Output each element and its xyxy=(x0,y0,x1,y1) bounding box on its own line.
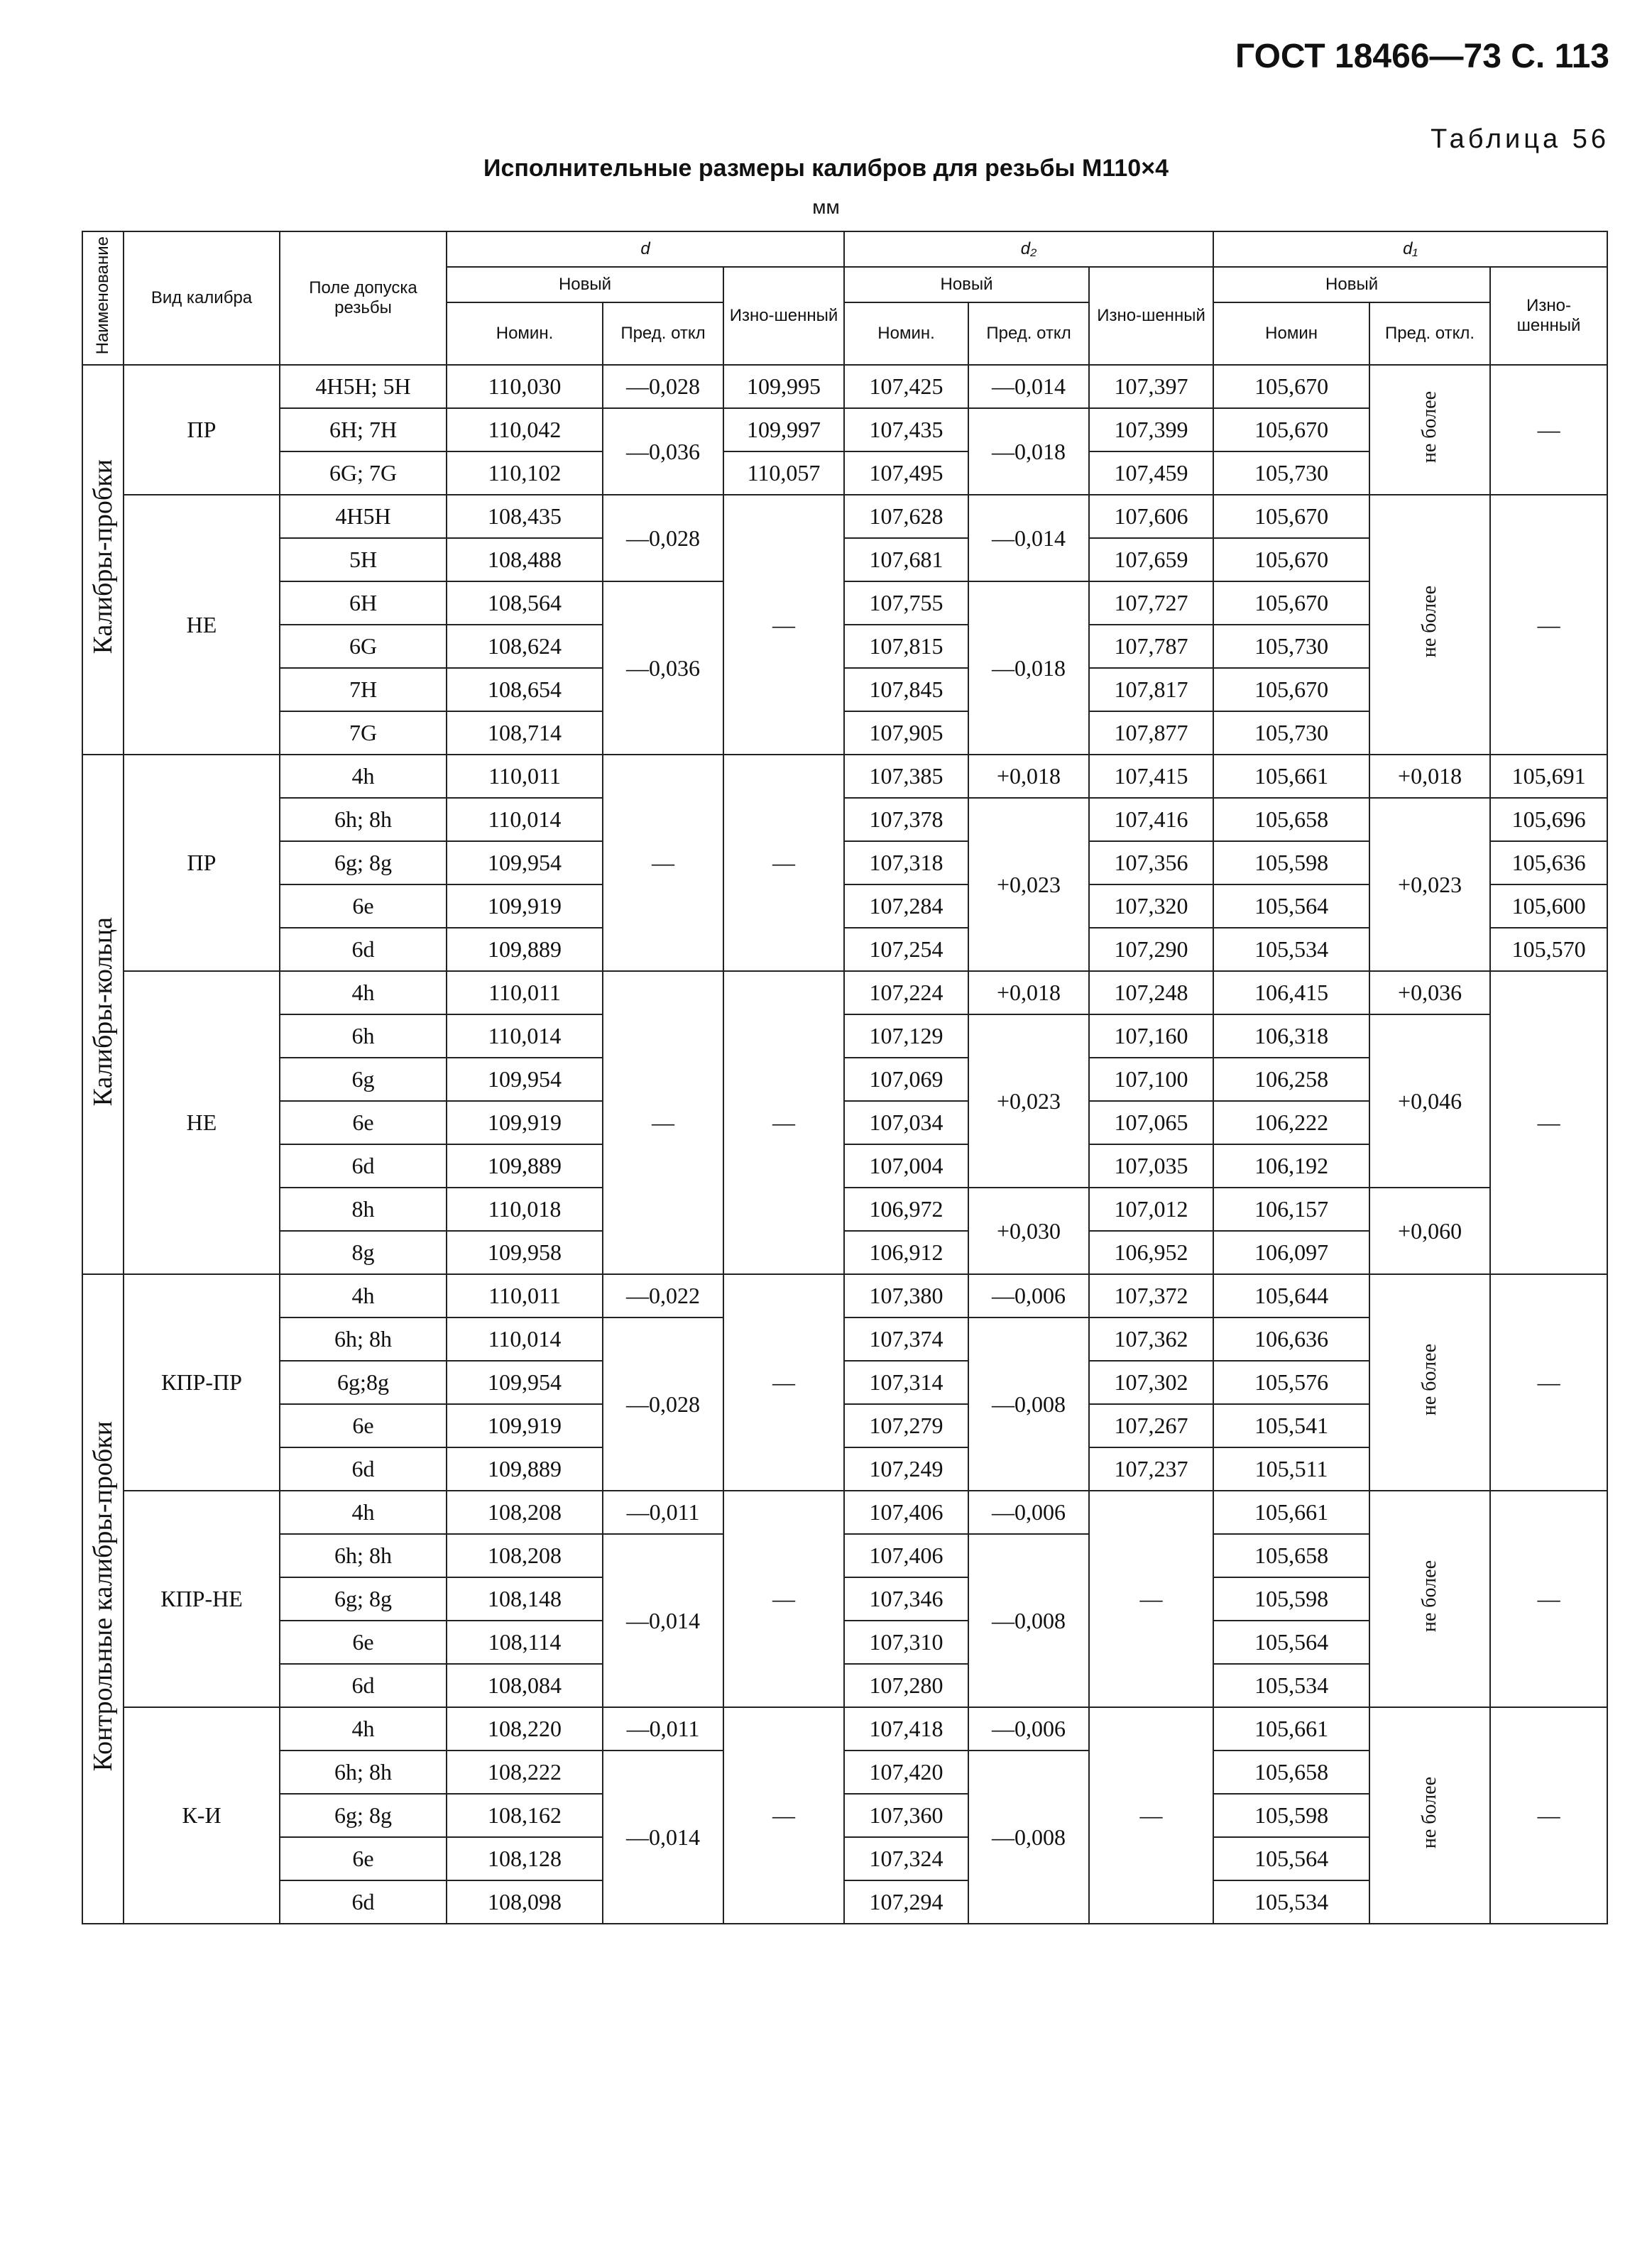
d-deviation-cell: —0,036 xyxy=(603,581,723,755)
d1-worn-cell: 105,600 xyxy=(1490,884,1607,928)
d2-nominal-cell: 107,418 xyxy=(844,1707,968,1751)
d2-nominal-cell: 107,681 xyxy=(844,538,968,581)
table-row xyxy=(82,971,1607,1014)
d-nominal-cell: 108,714 xyxy=(447,711,603,755)
tolerance-cell: 8g xyxy=(280,1231,447,1274)
d1-nominal-cell: 105,670 xyxy=(1213,365,1369,408)
table-row xyxy=(82,1274,1607,1317)
d1-nominal-cell: 106,636 xyxy=(1213,1317,1369,1361)
kind-cell: НЕ xyxy=(124,495,280,755)
d2-nominal-cell: 107,385 xyxy=(844,755,968,798)
d1-nominal-cell: 105,576 xyxy=(1213,1361,1369,1404)
tolerance-cell: 6g; 8g xyxy=(280,841,447,884)
d-worn-cell: 109,995 xyxy=(723,365,844,408)
d2-deviation-cell: —0,006 xyxy=(968,1274,1089,1317)
d2-nominal-cell: 107,224 xyxy=(844,971,968,1014)
ne-bolee-label: не более xyxy=(1418,586,1441,658)
d2-nominal-cell: 107,406 xyxy=(844,1491,968,1534)
d2-nominal-cell: 107,905 xyxy=(844,711,968,755)
d1-nominal-cell: 105,511 xyxy=(1213,1447,1369,1491)
ne-bolee-label: не более xyxy=(1418,1343,1441,1416)
tolerance-cell: 4h xyxy=(280,1707,447,1751)
d-nominal-cell: 108,128 xyxy=(447,1837,603,1880)
d2-worn-cell: 107,237 xyxy=(1089,1447,1213,1491)
tolerance-cell: 6H; 7H xyxy=(280,408,447,451)
d-nominal-cell: 108,148 xyxy=(447,1577,603,1621)
d1-worn-cell: 105,570 xyxy=(1490,928,1607,971)
d2-worn-cell: 107,399 xyxy=(1089,408,1213,451)
group-label: Калибры-пробки xyxy=(88,459,118,654)
column-header-name: Наименование xyxy=(82,231,124,365)
d1-deviation-cell: +0,046 xyxy=(1369,1014,1490,1188)
d2-worn-cell: 107,372 xyxy=(1089,1274,1213,1317)
d1-nominal-cell: 106,192 xyxy=(1213,1144,1369,1188)
kind-cell: К-И xyxy=(124,1707,280,1924)
d2-deviation-cell: —0,008 xyxy=(968,1751,1089,1924)
column-header-d-deviation: Пред. откл xyxy=(603,302,723,365)
d2-nominal-cell: 107,420 xyxy=(844,1751,968,1794)
d2-nominal-cell: 107,069 xyxy=(844,1058,968,1101)
d-deviation-cell: — xyxy=(603,755,723,971)
column-header-d2-worn: Изно-шенный xyxy=(1089,267,1213,365)
d-deviation-cell: —0,022 xyxy=(603,1274,723,1317)
d1-nominal-cell: 105,644 xyxy=(1213,1274,1369,1317)
tolerance-cell: 7H xyxy=(280,668,447,711)
tolerance-cell: 4H5H; 5H xyxy=(280,365,447,408)
d2-deviation-cell: —0,006 xyxy=(968,1491,1089,1534)
d-nominal-cell: 109,954 xyxy=(447,1058,603,1101)
d2-worn-cell: 107,302 xyxy=(1089,1361,1213,1404)
ne-bolee-label: не более xyxy=(1418,1560,1441,1633)
d-nominal-cell: 108,220 xyxy=(447,1707,603,1751)
tolerance-cell: 6e xyxy=(280,1404,447,1447)
d-nominal-cell: 109,954 xyxy=(447,1361,603,1404)
d-nominal-cell: 109,919 xyxy=(447,1101,603,1144)
tolerance-cell: 6g;8g xyxy=(280,1361,447,1404)
column-header-d2-deviation: Пред. откл xyxy=(968,302,1089,365)
tolerance-cell: 8h xyxy=(280,1188,447,1231)
table-row xyxy=(82,798,1607,841)
tolerance-cell: 4H5H xyxy=(280,495,447,538)
d1-deviation-cell xyxy=(1369,1707,1490,1924)
d2-deviation-cell: +0,018 xyxy=(968,755,1089,798)
d1-deviation-cell: +0,023 xyxy=(1369,798,1490,971)
tolerance-cell: 4h xyxy=(280,755,447,798)
d2-nominal-cell: 107,249 xyxy=(844,1447,968,1491)
d2-worn-cell: 107,356 xyxy=(1089,841,1213,884)
d1-deviation-cell: +0,018 xyxy=(1369,755,1490,798)
tolerance-cell: 6d xyxy=(280,928,447,971)
d1-worn-cell: 105,696 xyxy=(1490,798,1607,841)
d-deviation-cell: —0,028 xyxy=(603,365,723,408)
d-worn-cell: — xyxy=(723,1274,844,1491)
kind-cell: НЕ xyxy=(124,971,280,1274)
tolerance-cell: 4h xyxy=(280,971,447,1014)
d1-nominal-cell: 105,541 xyxy=(1213,1404,1369,1447)
d2-worn-cell: 107,459 xyxy=(1089,451,1213,495)
column-header-d1: d₁ xyxy=(1213,231,1607,267)
ne-bolee-label: не более xyxy=(1418,1776,1441,1849)
units-label: мм xyxy=(812,196,840,218)
d2-deviation-cell: —0,008 xyxy=(968,1534,1089,1707)
tolerance-cell: 6h; 8h xyxy=(280,1751,447,1794)
table-row xyxy=(82,755,1607,798)
d-worn-cell: — xyxy=(723,1707,844,1924)
d-nominal-cell: 109,889 xyxy=(447,1447,603,1491)
d2-worn-cell: 107,065 xyxy=(1089,1101,1213,1144)
table-row xyxy=(82,365,1607,408)
d2-worn-cell: — xyxy=(1089,1707,1213,1924)
d2-nominal-cell: 107,406 xyxy=(844,1534,968,1577)
tolerance-cell: 6H xyxy=(280,581,447,625)
d-deviation-cell: —0,011 xyxy=(603,1707,723,1751)
d-nominal-cell: 110,014 xyxy=(447,1014,603,1058)
d1-worn-cell: 105,691 xyxy=(1490,755,1607,798)
d-worn-cell: — xyxy=(723,971,844,1274)
d1-nominal-cell: 105,598 xyxy=(1213,1794,1369,1837)
d2-nominal-cell: 107,435 xyxy=(844,408,968,451)
kind-cell: КПР-ПР xyxy=(124,1274,280,1491)
d1-worn-cell: — xyxy=(1490,495,1607,755)
d1-nominal-cell: 106,318 xyxy=(1213,1014,1369,1058)
column-header-d1-worn: Изно-шенный xyxy=(1490,267,1607,365)
column-header-d2: d₂ xyxy=(844,231,1213,267)
tolerance-cell: 6e xyxy=(280,1621,447,1664)
d1-nominal-cell: 105,658 xyxy=(1213,1751,1369,1794)
tolerance-cell: 6d xyxy=(280,1880,447,1924)
d1-nominal-cell: 106,222 xyxy=(1213,1101,1369,1144)
d1-nominal-cell: 105,730 xyxy=(1213,451,1369,495)
d1-nominal-cell: 105,670 xyxy=(1213,538,1369,581)
d-nominal-cell: 108,084 xyxy=(447,1664,603,1707)
d2-worn-cell: 107,787 xyxy=(1089,625,1213,668)
d-deviation-cell: —0,036 xyxy=(603,408,723,495)
d2-nominal-cell: 107,280 xyxy=(844,1664,968,1707)
d1-nominal-cell: 105,598 xyxy=(1213,841,1369,884)
tolerance-cell: 6h; 8h xyxy=(280,798,447,841)
d1-nominal-cell: 105,661 xyxy=(1213,1491,1369,1534)
column-header-d-new: Новый xyxy=(447,267,723,302)
d1-nominal-cell: 105,730 xyxy=(1213,711,1369,755)
d1-nominal-cell: 105,534 xyxy=(1213,1664,1369,1707)
d2-deviation-cell: —0,018 xyxy=(968,581,1089,755)
tolerance-cell: 6g xyxy=(280,1058,447,1101)
d-nominal-cell: 108,162 xyxy=(447,1794,603,1837)
d2-deviation-cell: +0,018 xyxy=(968,971,1089,1014)
d1-nominal-cell: 105,730 xyxy=(1213,625,1369,668)
d-nominal-cell: 109,919 xyxy=(447,1404,603,1447)
tolerance-cell: 6g; 8g xyxy=(280,1794,447,1837)
table-row xyxy=(82,1014,1607,1058)
d-nominal-cell: 109,889 xyxy=(447,928,603,971)
d2-worn-cell: 107,160 xyxy=(1089,1014,1213,1058)
tolerance-cell: 6h; 8h xyxy=(280,1317,447,1361)
d2-nominal-cell: 106,912 xyxy=(844,1231,968,1274)
d2-deviation-cell: —0,018 xyxy=(968,408,1089,495)
d2-nominal-cell: 107,318 xyxy=(844,841,968,884)
d1-deviation-cell xyxy=(1369,1274,1490,1491)
d2-nominal-cell: 107,254 xyxy=(844,928,968,971)
d1-nominal-cell: 105,564 xyxy=(1213,1621,1369,1664)
d2-worn-cell: 107,659 xyxy=(1089,538,1213,581)
d1-nominal-cell: 105,670 xyxy=(1213,581,1369,625)
d2-nominal-cell: 107,129 xyxy=(844,1014,968,1058)
tolerance-cell: 6G xyxy=(280,625,447,668)
d-worn-cell: — xyxy=(723,755,844,971)
d2-worn-cell: 107,248 xyxy=(1089,971,1213,1014)
d-deviation-cell: —0,028 xyxy=(603,495,723,581)
d-nominal-cell: 110,018 xyxy=(447,1188,603,1231)
d1-worn-cell: — xyxy=(1490,365,1607,495)
d1-deviation-cell: +0,060 xyxy=(1369,1188,1490,1274)
d2-nominal-cell: 107,378 xyxy=(844,798,968,841)
d-nominal-cell: 109,958 xyxy=(447,1231,603,1274)
ne-bolee-label: не более xyxy=(1418,390,1441,464)
d1-deviation-cell: +0,036 xyxy=(1369,971,1490,1014)
d1-nominal-cell: 106,258 xyxy=(1213,1058,1369,1101)
table-row xyxy=(82,1188,1607,1231)
d2-worn-cell: 107,817 xyxy=(1089,668,1213,711)
d-deviation-cell: —0,028 xyxy=(603,1317,723,1491)
group-cell xyxy=(82,755,124,1274)
d2-worn-cell: 107,267 xyxy=(1089,1404,1213,1447)
d2-deviation-cell: —0,014 xyxy=(968,365,1089,408)
column-header-d-worn: Изно-шенный xyxy=(723,267,844,365)
d-nominal-cell: 108,564 xyxy=(447,581,603,625)
kind-cell: КПР-НЕ xyxy=(124,1491,280,1707)
tolerance-cell: 4h xyxy=(280,1274,447,1317)
d-deviation-cell: —0,014 xyxy=(603,1751,723,1924)
d-nominal-cell: 110,014 xyxy=(447,798,603,841)
tolerance-cell: 6d xyxy=(280,1144,447,1188)
d-nominal-cell: 108,435 xyxy=(447,495,603,538)
d2-worn-cell: 107,362 xyxy=(1089,1317,1213,1361)
d1-nominal-cell: 105,661 xyxy=(1213,1707,1369,1751)
d1-nominal-cell: 105,670 xyxy=(1213,668,1369,711)
d2-worn-cell: 107,012 xyxy=(1089,1188,1213,1231)
d2-deviation-cell: —0,014 xyxy=(968,495,1089,581)
column-header-d: d xyxy=(447,231,844,267)
d1-nominal-cell: 105,598 xyxy=(1213,1577,1369,1621)
d-nominal-cell: 108,222 xyxy=(447,1751,603,1794)
tolerance-cell: 6e xyxy=(280,1837,447,1880)
d2-deviation-cell: +0,023 xyxy=(968,1014,1089,1188)
d-nominal-cell: 110,102 xyxy=(447,451,603,495)
column-header-d2-new: Новый xyxy=(844,267,1089,302)
d2-worn-cell: 107,290 xyxy=(1089,928,1213,971)
d2-worn-cell: 107,320 xyxy=(1089,884,1213,928)
tolerance-cell: 5H xyxy=(280,538,447,581)
kind-cell: ПР xyxy=(124,365,280,495)
d2-nominal-cell: 107,628 xyxy=(844,495,968,538)
tolerance-cell: 6e xyxy=(280,1101,447,1144)
d1-nominal-cell: 105,564 xyxy=(1213,1837,1369,1880)
d2-nominal-cell: 107,815 xyxy=(844,625,968,668)
d2-worn-cell: 107,035 xyxy=(1089,1144,1213,1188)
d1-worn-cell: — xyxy=(1490,1491,1607,1707)
d-nominal-cell: 109,889 xyxy=(447,1144,603,1188)
d-nominal-cell: 108,624 xyxy=(447,625,603,668)
d2-nominal-cell: 107,324 xyxy=(844,1837,968,1880)
d-nominal-cell: 109,919 xyxy=(447,884,603,928)
d-worn-cell: 109,997 xyxy=(723,408,844,451)
column-header-kind: Вид калибра xyxy=(124,231,280,365)
d1-nominal-cell: 106,415 xyxy=(1213,971,1369,1014)
group-label: Контрольные калибры-пробки xyxy=(88,1420,118,1772)
d2-nominal-cell: 107,425 xyxy=(844,365,968,408)
d-worn-cell: 110,057 xyxy=(723,451,844,495)
d1-worn-cell: — xyxy=(1490,1274,1607,1491)
d2-nominal-cell: 107,755 xyxy=(844,581,968,625)
table-row xyxy=(82,1707,1607,1751)
d-deviation-cell: —0,011 xyxy=(603,1491,723,1534)
d2-nominal-cell: 107,279 xyxy=(844,1404,968,1447)
d2-nominal-cell: 106,972 xyxy=(844,1188,968,1231)
d-nominal-cell: 110,014 xyxy=(447,1317,603,1361)
d1-nominal-cell: 105,670 xyxy=(1213,408,1369,451)
d1-deviation-cell xyxy=(1369,1491,1490,1707)
document-header: ГОСТ 18466—73 С. 113 xyxy=(1235,38,1609,75)
d2-worn-cell: 107,606 xyxy=(1089,495,1213,538)
d2-worn-cell: — xyxy=(1089,1491,1213,1707)
d1-nominal-cell: 105,534 xyxy=(1213,1880,1369,1924)
d2-worn-cell: 107,397 xyxy=(1089,365,1213,408)
tolerance-cell: 7G xyxy=(280,711,447,755)
d-nominal-cell: 108,208 xyxy=(447,1534,603,1577)
d2-worn-cell: 107,877 xyxy=(1089,711,1213,755)
d1-deviation-cell xyxy=(1369,495,1490,755)
tolerance-cell: 6g; 8g xyxy=(280,1577,447,1621)
kind-cell: ПР xyxy=(124,755,280,971)
d1-nominal-cell: 105,564 xyxy=(1213,884,1369,928)
d1-nominal-cell: 106,157 xyxy=(1213,1188,1369,1231)
tolerance-cell: 6d xyxy=(280,1664,447,1707)
d1-nominal-cell: 105,658 xyxy=(1213,1534,1369,1577)
group-label: Калибры-кольца xyxy=(88,916,118,1107)
table-row xyxy=(82,495,1607,538)
d2-nominal-cell: 107,004 xyxy=(844,1144,968,1188)
calibre-dimensions-table xyxy=(82,231,1608,1924)
d2-deviation-cell: —0,008 xyxy=(968,1317,1089,1491)
d2-nominal-cell: 107,310 xyxy=(844,1621,968,1664)
d1-worn-cell: 105,636 xyxy=(1490,841,1607,884)
d2-nominal-cell: 107,314 xyxy=(844,1361,968,1404)
tolerance-cell: 6h; 8h xyxy=(280,1534,447,1577)
column-header-d1-nominal: Номин xyxy=(1213,302,1369,365)
d2-deviation-cell: +0,030 xyxy=(968,1188,1089,1274)
d-deviation-cell: — xyxy=(603,971,723,1274)
d2-worn-cell: 107,727 xyxy=(1089,581,1213,625)
d1-worn-cell: — xyxy=(1490,1707,1607,1924)
d2-worn-cell: 107,416 xyxy=(1089,798,1213,841)
table-row xyxy=(82,1491,1607,1534)
d-nominal-cell: 110,011 xyxy=(447,1274,603,1317)
d-nominal-cell: 110,011 xyxy=(447,971,603,1014)
d-nominal-cell: 110,042 xyxy=(447,408,603,451)
column-header-tolerance: Поле допуска резьбы xyxy=(280,231,447,365)
tolerance-cell: 6e xyxy=(280,884,447,928)
d2-worn-cell: 106,952 xyxy=(1089,1231,1213,1274)
d-nominal-cell: 109,954 xyxy=(447,841,603,884)
d-nominal-cell: 108,654 xyxy=(447,668,603,711)
d-worn-cell: — xyxy=(723,495,844,755)
d2-nominal-cell: 107,380 xyxy=(844,1274,968,1317)
d-deviation-cell: —0,014 xyxy=(603,1534,723,1707)
group-cell xyxy=(82,1274,124,1924)
d2-worn-cell: 107,100 xyxy=(1089,1058,1213,1101)
d-nominal-cell: 108,208 xyxy=(447,1491,603,1534)
d2-deviation-cell: +0,023 xyxy=(968,798,1089,971)
tolerance-cell: 4h xyxy=(280,1491,447,1534)
d1-nominal-cell: 105,661 xyxy=(1213,755,1369,798)
d2-nominal-cell: 107,360 xyxy=(844,1794,968,1837)
d-nominal-cell: 108,488 xyxy=(447,538,603,581)
tolerance-cell: 6G; 7G xyxy=(280,451,447,495)
d-nominal-cell: 108,098 xyxy=(447,1880,603,1924)
d1-nominal-cell: 105,658 xyxy=(1213,798,1369,841)
d2-deviation-cell: —0,006 xyxy=(968,1707,1089,1751)
d-nominal-cell: 108,114 xyxy=(447,1621,603,1664)
d2-nominal-cell: 107,034 xyxy=(844,1101,968,1144)
d2-worn-cell: 107,415 xyxy=(1089,755,1213,798)
d2-nominal-cell: 107,845 xyxy=(844,668,968,711)
column-header-d-nominal: Номин. xyxy=(447,302,603,365)
d1-deviation-cell xyxy=(1369,365,1490,495)
d2-nominal-cell: 107,374 xyxy=(844,1317,968,1361)
column-header-d1-new: Новый xyxy=(1213,267,1490,302)
table-title: Исполнительные размеры калибров для резьбы М110×4 xyxy=(483,155,1169,182)
d2-nominal-cell: 107,294 xyxy=(844,1880,968,1924)
column-header-d2-nominal: Номин. xyxy=(844,302,968,365)
tolerance-cell: 6d xyxy=(280,1447,447,1491)
d-nominal-cell: 110,011 xyxy=(447,755,603,798)
d1-nominal-cell: 106,097 xyxy=(1213,1231,1369,1274)
d2-nominal-cell: 107,284 xyxy=(844,884,968,928)
table-body xyxy=(82,365,1607,1924)
d1-nominal-cell: 105,534 xyxy=(1213,928,1369,971)
d1-nominal-cell: 105,670 xyxy=(1213,495,1369,538)
group-cell xyxy=(82,365,124,755)
column-header-d1-deviation: Пред. откл. xyxy=(1369,302,1490,365)
d1-worn-cell: — xyxy=(1490,971,1607,1274)
tolerance-cell: 6h xyxy=(280,1014,447,1058)
d2-nominal-cell: 107,346 xyxy=(844,1577,968,1621)
d-worn-cell: — xyxy=(723,1491,844,1707)
d-nominal-cell: 110,030 xyxy=(447,365,603,408)
table-label: Таблица 56 xyxy=(1431,124,1609,154)
d2-nominal-cell: 107,495 xyxy=(844,451,968,495)
